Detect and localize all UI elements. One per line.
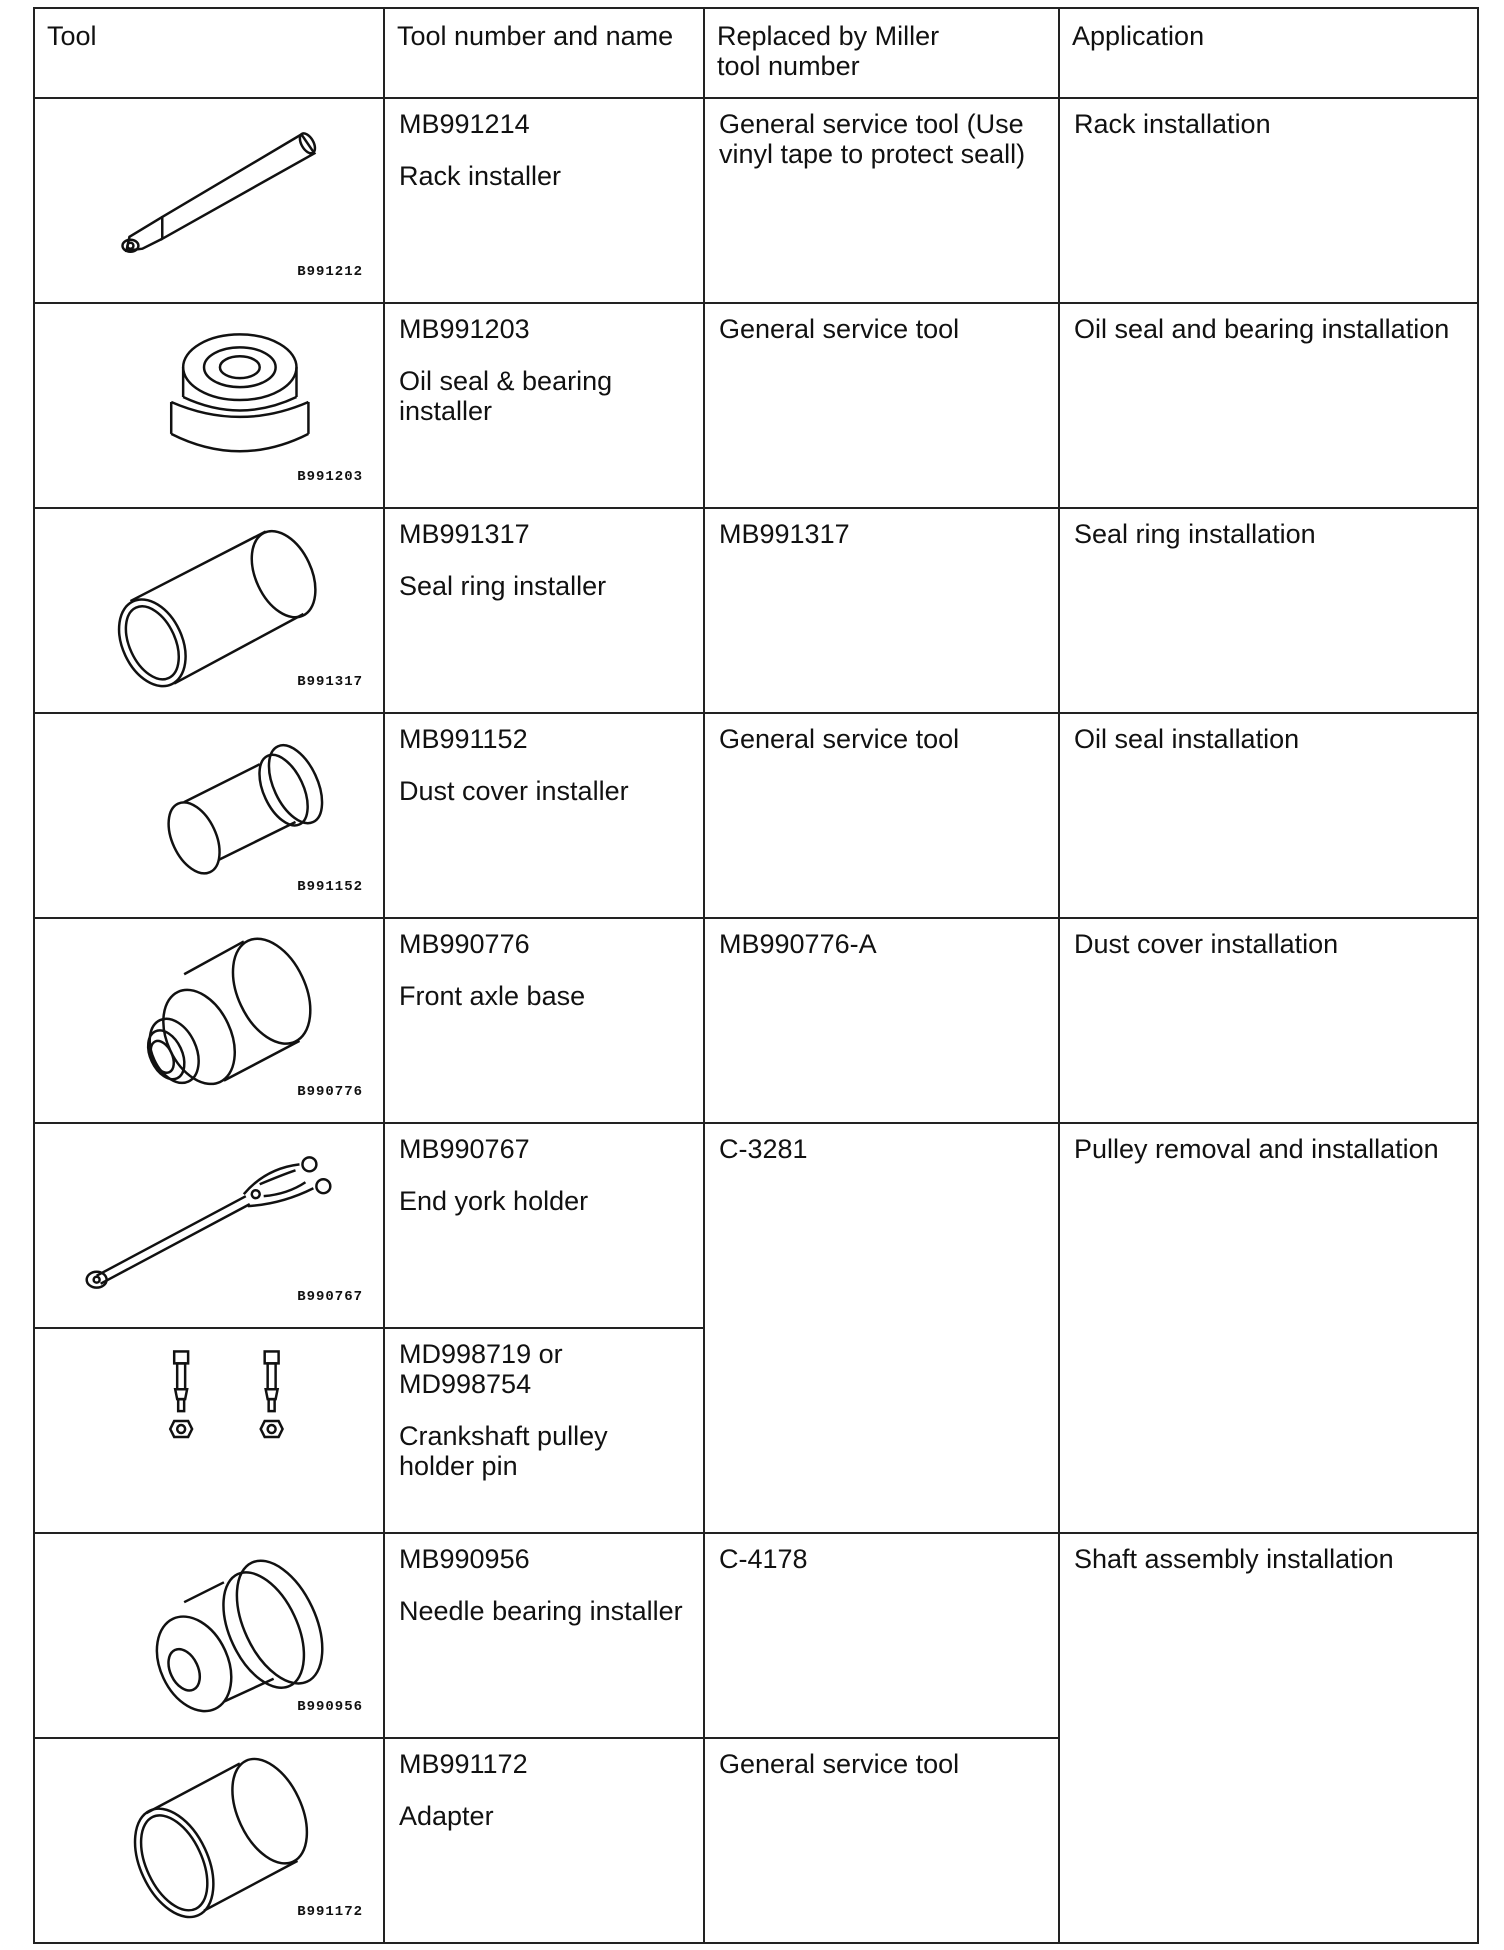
tool-name: Front axle base: [399, 981, 586, 1011]
tool-number-cell: [384, 918, 704, 1123]
tool-number-cell: [384, 713, 704, 918]
tool-image-cell: [34, 1738, 384, 1943]
replaced-cell: MB990776-A: [704, 918, 1059, 1123]
tool-image-cell: [34, 1533, 384, 1738]
tool-image-cell: [34, 98, 384, 303]
holder-pin-icon: [35, 1329, 383, 1532]
application-cell: Oil seal installation: [1059, 713, 1478, 918]
special-tools-table: [33, 7, 1479, 1944]
table-row: [34, 1533, 1478, 1738]
tool-name: Dust cover installer: [399, 776, 629, 806]
tool-image-cell: [34, 1123, 384, 1328]
application-cell: Oil seal and bearing installation: [1059, 303, 1478, 508]
header-replaced-by: Replaced by Miller tool number: [704, 8, 1059, 98]
tool-number: MB991172: [399, 1749, 528, 1779]
tool-number: MB990956: [399, 1544, 530, 1574]
tool-code: B991212: [297, 264, 363, 280]
replaced-cell: MB991317: [704, 508, 1059, 713]
application-cell: Shaft assembly installation: [1059, 1533, 1478, 1943]
replaced-cell: C-4178: [704, 1533, 1059, 1738]
tool-name: Needle bearing installer: [399, 1596, 683, 1626]
tool-name: Seal ring installer: [399, 571, 607, 601]
tool-image-cell: [34, 508, 384, 713]
header-application: Application: [1059, 8, 1478, 98]
replaced-cell: General service tool: [704, 1738, 1059, 1943]
tool-code: B991317: [297, 674, 363, 690]
table-row: [34, 713, 1478, 918]
replaced-cell: General service tool: [704, 713, 1059, 918]
tool-number-cell: [384, 1328, 704, 1533]
application-cell: Seal ring installation: [1059, 508, 1478, 713]
tool-name: Rack installer: [399, 161, 562, 191]
tool-number: MB990776: [399, 929, 530, 959]
tool-number-cell: [384, 1738, 704, 1943]
table-row: [34, 98, 1478, 303]
tool-number-cell: [384, 1533, 704, 1738]
replaced-cell: General service tool (Use vinyl tape to protect seall): [704, 98, 1059, 303]
application-cell: Dust cover installation: [1059, 918, 1478, 1123]
tool-number: MB991152: [399, 724, 528, 754]
tool-number: MB990767: [399, 1134, 530, 1164]
header-tool-number-name: Tool number and name: [384, 8, 704, 98]
tool-number: MB991203: [399, 314, 530, 344]
tool-code: B990956: [297, 1699, 363, 1715]
header-row: [34, 8, 1478, 98]
application-cell: Pulley removal and installation: [1059, 1123, 1478, 1533]
tool-name: Adapter: [399, 1801, 494, 1831]
tool-code: B991152: [297, 879, 363, 895]
tool-image-cell: [34, 1328, 384, 1533]
tool-image-cell: [34, 713, 384, 918]
tool-code: B991172: [297, 1904, 363, 1920]
tool-number-cell: [384, 98, 704, 303]
tool-code: B990776: [297, 1084, 363, 1100]
tool-image-cell: [34, 918, 384, 1123]
tool-code: B990767: [297, 1289, 363, 1305]
table-row: [34, 1123, 1478, 1328]
replaced-cell: General service tool: [704, 303, 1059, 508]
tool-number-cell: [384, 1123, 704, 1328]
table-row: [34, 303, 1478, 508]
tool-number-cell: [384, 508, 704, 713]
tool-number: MB991317: [399, 519, 530, 549]
tool-name: End york holder: [399, 1186, 589, 1216]
tool-name: Crankshaft pulley holder pin: [399, 1421, 608, 1481]
tool-name: Oil seal & bearing installer: [399, 366, 613, 426]
header-tool: Tool: [34, 8, 384, 98]
tool-image-cell: [34, 303, 384, 508]
tool-number-cell: [384, 303, 704, 508]
replaced-cell: C-3281: [704, 1123, 1059, 1533]
application-cell: Rack installation: [1059, 98, 1478, 303]
tool-code: B991203: [297, 469, 363, 485]
tool-number: MB991214: [399, 109, 530, 139]
table-row: [34, 508, 1478, 713]
tool-number: MD998719 or MD998754: [399, 1339, 563, 1399]
table-row: [34, 918, 1478, 1123]
